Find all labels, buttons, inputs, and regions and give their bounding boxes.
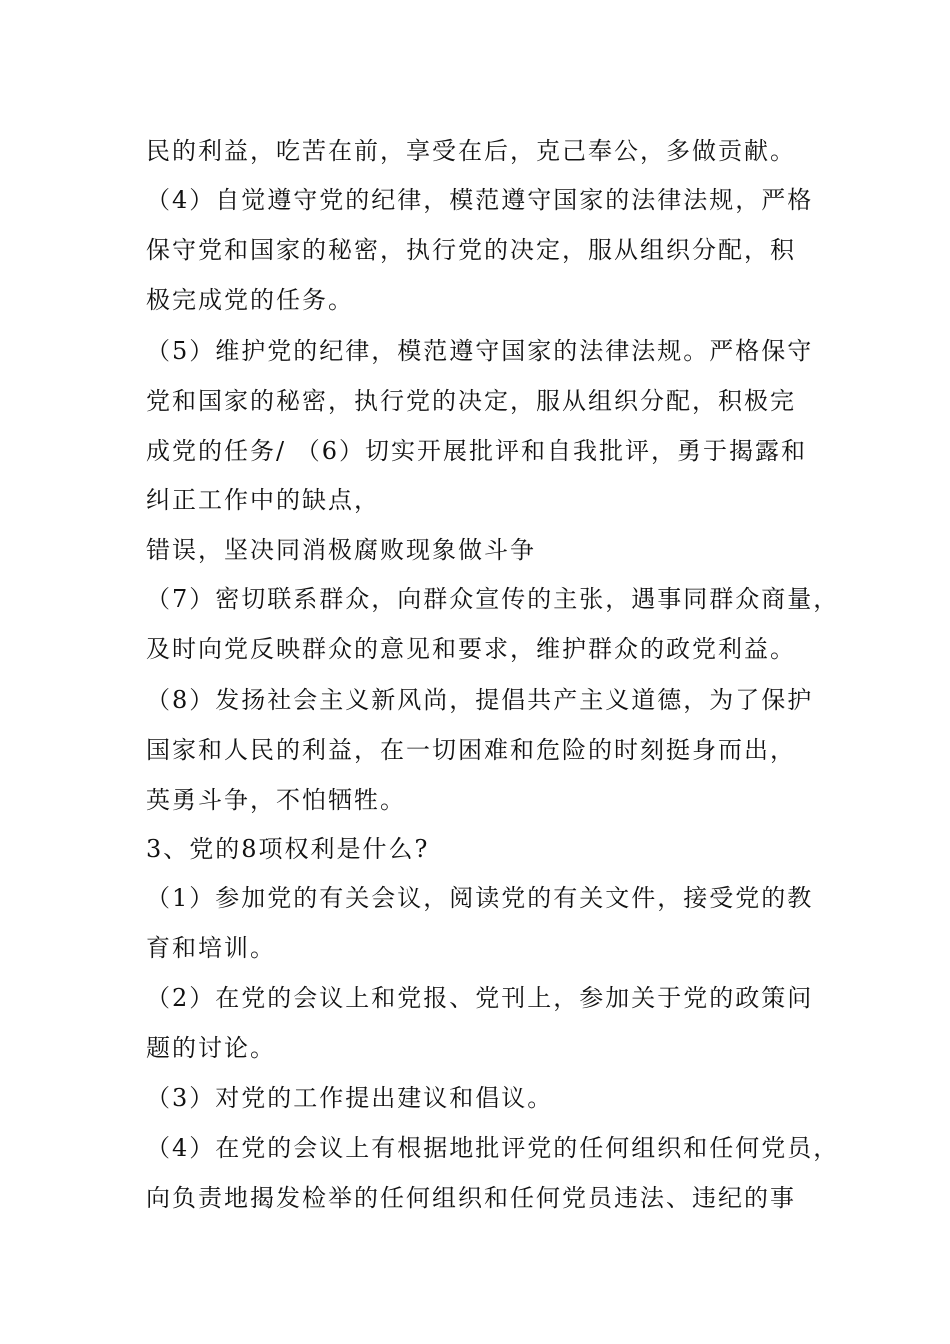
section-heading: 3、党的8项权利是什么? <box>146 835 430 863</box>
text-line: 育和培训。 <box>146 934 276 962</box>
text-line: 及时向党反映群众的意见和要求，维护群众的政党利益。 <box>146 635 796 663</box>
text-line: （4）在党的会议上有根据地批评党的任何组织和任何党员， <box>146 1134 840 1162</box>
text-line: 民的利益，吃苦在前，享受在后，克己奉公，多做贡献。 <box>146 137 796 165</box>
text-line: （4）自觉遵守党的纪律，模范遵守国家的法律法规，严格 <box>146 186 814 214</box>
text-line: 成党的任务/ （6）切实开展批评和自我批评，勇于揭露和 <box>146 437 807 465</box>
text-line: （1）参加党的有关会议，阅读党的有关文件，接受党的教 <box>146 884 814 912</box>
text-line: 英勇斗争，不怕牺牲。 <box>146 786 406 814</box>
text-line: 向负责地揭发检举的任何组织和任何党员违法、违纪的事 <box>146 1184 796 1212</box>
text-line: （7）密切联系群众，向群众宣传的主张，遇事同群众商量， <box>146 585 840 613</box>
text-line: 国家和人民的利益，在一切困难和危险的时刻挺身而出， <box>146 736 796 764</box>
text-line: （5）维护党的纪律，模范遵守国家的法律法规。严格保守 <box>146 337 814 365</box>
text-line: （2）在党的会议上和党报、党刊上，参加关于党的政策问 <box>146 984 814 1012</box>
text-line: 纠正工作中的缺点， <box>146 486 380 514</box>
text-line: （8）发扬社会主义新风尚，提倡共产主义道德，为了保护 <box>146 686 814 714</box>
text-line: 题的讨论。 <box>146 1034 276 1062</box>
text-line: 错误，坚决同消极腐败现象做斗争 <box>146 536 536 564</box>
text-line: 极完成党的任务。 <box>146 286 354 314</box>
text-line: 党和国家的秘密，执行党的决定，服从组织分配，积极完 <box>146 387 796 415</box>
text-line: 保守党和国家的秘密，执行党的决定，服从组织分配，积 <box>146 236 796 264</box>
text-line: （3）对党的工作提出建议和倡议。 <box>146 1084 554 1112</box>
